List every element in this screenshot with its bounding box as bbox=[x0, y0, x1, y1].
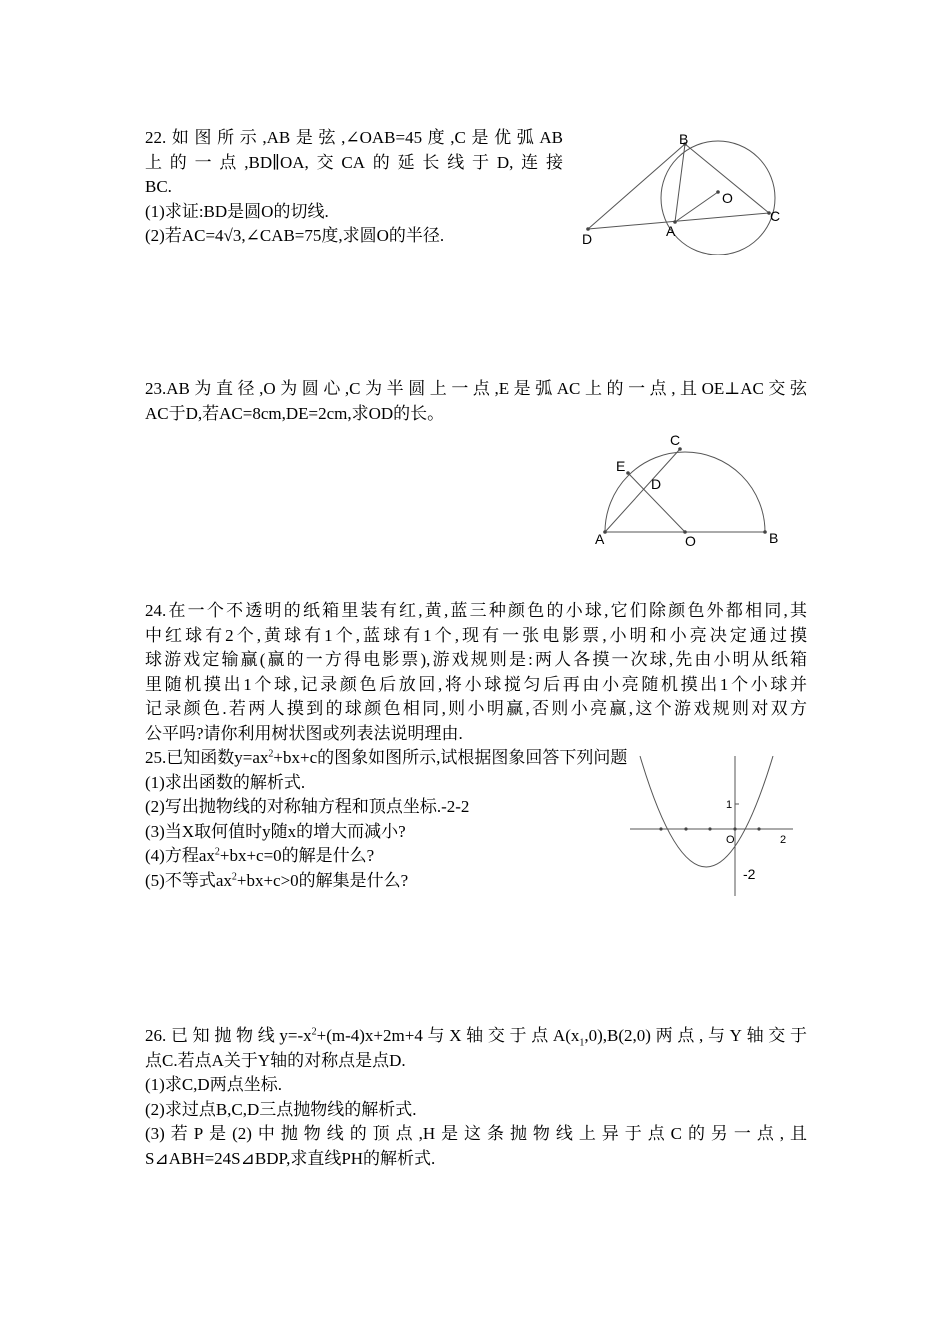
q22-line-1: 22.如图所示,AB是弦,∠OAB=45度,C是优弧AB bbox=[145, 128, 563, 147]
q25-line-5: (4)方程$ax^2+bx+c=0$的解是什么? bbox=[145, 846, 375, 865]
label-c: C bbox=[770, 208, 781, 224]
line-bd bbox=[588, 144, 685, 229]
label-b: B bbox=[679, 131, 689, 147]
label-minus-2: -2 bbox=[743, 866, 756, 882]
q22-line-3: BC. bbox=[145, 177, 172, 196]
question-24-text bbox=[145, 599, 807, 746]
tick-label-1: 1 bbox=[726, 799, 733, 811]
label-e: E bbox=[616, 458, 626, 474]
q22-circle-figure bbox=[575, 125, 795, 255]
q23-semicircle-figure bbox=[590, 430, 790, 555]
label-a: A bbox=[666, 223, 676, 239]
q23-line-1: 23.AB为直径,O为圆心,C为半圆上一点,E是弧AC上的一点,且OE⊥AC交弦 bbox=[145, 379, 807, 398]
q24-line-6: 公平吗?请你利用树状图或列表法说明理由. bbox=[145, 723, 463, 743]
q26-line-5: (3)若P是(2)中抛物线的顶点,H是这条抛物线上异于点C的另一点,且 bbox=[145, 1124, 807, 1143]
q26-line-4: (2)求过点B,C,D三点抛物线的解析式. bbox=[145, 1099, 417, 1119]
q25-line-1: 25.已知函数$y=ax^2+bx+c$的图象如图所示,试根据图象回答下列问题 bbox=[145, 748, 628, 767]
q25-line-4: (3)当X取何值时y随x的增大而减小? bbox=[145, 821, 406, 841]
q25-line-2: (1)求出函数的解析式. bbox=[145, 772, 306, 792]
q22-line-5: (2)若AC=4√3,∠CAB=75度,求圆O的半径. bbox=[145, 226, 445, 245]
label-b: B bbox=[769, 530, 779, 546]
q24-line-4: 里随机摸出1个球,记录颜色后放回,将小球搅匀后再由小亮随机摸出1个小球并 bbox=[145, 674, 807, 694]
question-26-text bbox=[145, 1024, 807, 1171]
question-22-text bbox=[145, 126, 563, 249]
q24-line-3: 球游戏定输赢(赢的一方得电影票),游戏规则是:两人各摸一次球,先由小明从纸箱 bbox=[145, 650, 807, 669]
label-a: A bbox=[595, 531, 605, 547]
q24-line-1: 24.在一个不透明的纸箱里装有红,黄,蓝三种颜色的小球,它们除颜色外都相同,其 bbox=[145, 601, 807, 620]
semicircle-arc bbox=[605, 452, 765, 532]
q25-parabola-figure bbox=[628, 756, 798, 898]
q26-line-2: 点C.若点A关于Y轴的对称点是点D. bbox=[145, 1050, 406, 1070]
line-ao bbox=[675, 192, 718, 222]
q23-line-2: AC于D,若AC=8cm,DE=2cm,求OD的长。 bbox=[145, 403, 445, 423]
q22-line-2: 上的一点,BD∥OA,交CA的延长线于D,连接 bbox=[145, 152, 563, 172]
q24-line-5: 记录颜色.若两人摸到的球颜色相同,则小明赢,否则小亮赢,这个游戏规则对双方 bbox=[145, 699, 807, 718]
label-d: D bbox=[651, 476, 662, 492]
q22-line-4: (1)求证:BD是圆O的切线. bbox=[145, 201, 329, 221]
q26-line-6: S⊿ABH=24S⊿BDP,求直线PH的解析式. bbox=[145, 1148, 436, 1168]
q25-line-6: (5)不等式$ax^2+bx+c>0$的解集是什么? bbox=[145, 870, 409, 890]
q25-line-3: (2)写出抛物线的对称轴方程和顶点坐标.-2-2 bbox=[145, 797, 470, 816]
label-d: D bbox=[582, 231, 593, 247]
line-dc bbox=[588, 213, 769, 229]
tick-label-2: 2 bbox=[780, 834, 787, 846]
q26-line-3: (1)求C,D两点坐标. bbox=[145, 1075, 282, 1094]
label-c: C bbox=[670, 432, 681, 448]
question-23-text bbox=[145, 377, 807, 426]
origin-label: O bbox=[726, 834, 735, 846]
label-o: O bbox=[722, 190, 733, 206]
label-o: O bbox=[685, 533, 696, 549]
q24-line-2: 中红球有2个,黄球有1个,蓝球有1个,现有一张电影票,小明和小亮决定通过摸 bbox=[145, 625, 807, 645]
q26-line-1: 26.已知抛物线$y=-x^2+(m-4)x+2m+4$与X轴交于点$A(x_1,0),B(2,0)$两点,与Y轴交于 bbox=[145, 1026, 807, 1049]
question-25-text bbox=[145, 746, 705, 893]
